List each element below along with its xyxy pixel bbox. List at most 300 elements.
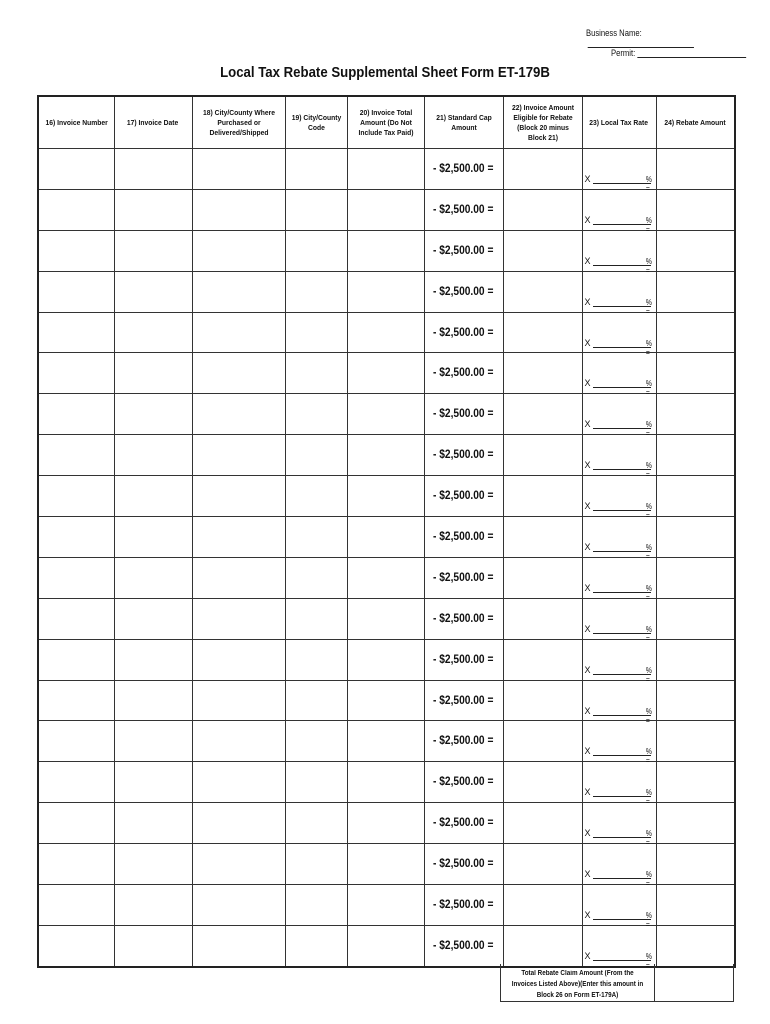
invoice-number-input[interactable] xyxy=(38,394,114,435)
standard-cap-value: - $2,500.00 = xyxy=(432,529,493,544)
city-county-input[interactable] xyxy=(192,885,285,926)
city-county-input[interactable] xyxy=(192,598,285,639)
city-county-input[interactable] xyxy=(192,149,285,190)
city-county-code-input[interactable] xyxy=(285,230,347,271)
multiply-sign: X xyxy=(584,705,591,716)
invoice-date-input[interactable] xyxy=(114,476,192,517)
rebate-amount-input[interactable] xyxy=(656,149,735,190)
eligible-amount-input[interactable] xyxy=(503,803,582,844)
standard-cap-value: - $2,500.00 = xyxy=(432,610,493,625)
city-county-code-input[interactable] xyxy=(285,394,347,435)
local-tax-rate-cell[interactable] xyxy=(582,476,656,521)
invoice-number-input[interactable] xyxy=(38,517,114,558)
invoice-total-input[interactable] xyxy=(347,925,424,966)
standard-cap-cell xyxy=(424,312,503,353)
percent-equals-sign: % = xyxy=(645,706,652,725)
eligible-amount-input[interactable] xyxy=(503,149,582,190)
standard-cap-value: - $2,500.00 = xyxy=(432,161,493,175)
local-tax-rate-cell[interactable] xyxy=(582,517,656,562)
local-tax-rate-cell[interactable] xyxy=(582,844,656,889)
invoice-date-input[interactable] xyxy=(114,353,192,394)
eligible-amount-input[interactable] xyxy=(503,721,582,762)
rebate-amount-input[interactable] xyxy=(656,639,735,680)
percent-equals-sign: % = xyxy=(645,788,652,807)
standard-cap-cell xyxy=(424,189,503,230)
standard-cap-cell xyxy=(424,517,503,558)
multiply-sign: X xyxy=(584,787,591,798)
multiply-sign: X xyxy=(584,869,591,880)
table-row xyxy=(38,844,735,885)
eligible-amount-input[interactable] xyxy=(503,476,582,517)
invoice-date-input[interactable] xyxy=(114,925,192,966)
eligible-amount-input[interactable] xyxy=(503,885,582,926)
percent-equals-sign: % = xyxy=(645,911,652,930)
city-county-code-input[interactable] xyxy=(285,517,347,558)
eligible-amount-input[interactable] xyxy=(503,598,582,639)
eligible-amount-input[interactable] xyxy=(503,230,582,271)
business-name-field[interactable] xyxy=(586,28,742,48)
tax-rate-input-line[interactable] xyxy=(593,224,651,225)
tax-rate-input-line[interactable] xyxy=(593,715,651,716)
permit-input-line[interactable] xyxy=(637,48,746,58)
invoice-date-input[interactable] xyxy=(114,230,192,271)
city-county-input[interactable] xyxy=(192,517,285,558)
multiply-sign: X xyxy=(584,460,591,471)
city-county-input[interactable] xyxy=(192,803,285,844)
tax-rate-input-line[interactable] xyxy=(593,347,651,348)
business-name-input-line[interactable] xyxy=(588,38,694,48)
multiply-sign: X xyxy=(584,337,591,348)
invoice-number-input[interactable] xyxy=(38,476,114,517)
col-header-invoice-total: 20) Invoice Total Amount (Do Not Include Tax Paid) xyxy=(347,96,424,149)
city-county-input[interactable] xyxy=(192,476,285,517)
city-county-input[interactable] xyxy=(192,762,285,803)
city-county-input[interactable] xyxy=(192,312,285,353)
rebate-amount-input[interactable] xyxy=(656,803,735,844)
percent-equals-sign: % = xyxy=(645,829,652,848)
eligible-amount-input[interactable] xyxy=(503,271,582,312)
standard-cap-value: - $2,500.00 = xyxy=(432,324,493,339)
table-header-row xyxy=(38,96,735,149)
invoice-date-input[interactable] xyxy=(114,435,192,476)
rebate-amount-input[interactable] xyxy=(656,271,735,312)
invoice-number-input[interactable] xyxy=(38,312,114,353)
tax-rate-input-line[interactable] xyxy=(593,183,651,184)
invoice-total-input[interactable] xyxy=(347,639,424,680)
standard-cap-cell xyxy=(424,925,503,966)
invoice-date-input[interactable] xyxy=(114,762,192,803)
col-header-invoice-date: 17) Invoice Date xyxy=(114,96,192,149)
multiply-sign: X xyxy=(584,664,591,675)
table-row xyxy=(38,885,735,926)
table-row xyxy=(38,803,735,844)
invoice-total-input[interactable] xyxy=(347,844,424,885)
invoice-total-input[interactable] xyxy=(347,762,424,803)
percent-equals-sign: % = xyxy=(645,338,652,357)
percent-equals-sign: % = xyxy=(645,951,652,970)
invoice-date-input[interactable] xyxy=(114,639,192,680)
multiply-sign: X xyxy=(584,501,591,512)
standard-cap-value: - $2,500.00 = xyxy=(432,283,493,298)
invoice-date-input[interactable] xyxy=(114,189,192,230)
invoice-number-input[interactable] xyxy=(38,230,114,271)
multiply-sign: X xyxy=(584,214,591,225)
tax-rate-input-line[interactable] xyxy=(593,469,651,470)
standard-cap-cell xyxy=(424,598,503,639)
city-county-code-input[interactable] xyxy=(285,476,347,517)
eligible-amount-input[interactable] xyxy=(503,189,582,230)
table-row xyxy=(38,557,735,598)
table-row xyxy=(38,925,735,966)
percent-equals-sign: % = xyxy=(645,379,652,398)
city-county-code-input[interactable] xyxy=(285,189,347,230)
table-row xyxy=(38,476,735,517)
local-tax-rate-cell[interactable] xyxy=(582,312,656,357)
invoice-number-input[interactable] xyxy=(38,639,114,680)
city-county-code-input[interactable] xyxy=(285,271,347,312)
invoice-number-input[interactable] xyxy=(38,557,114,598)
table-row xyxy=(38,312,735,353)
invoice-date-input[interactable] xyxy=(114,844,192,885)
standard-cap-cell xyxy=(424,149,503,190)
eligible-amount-input[interactable] xyxy=(503,557,582,598)
multiply-sign: X xyxy=(584,378,591,389)
rebate-amount-input[interactable] xyxy=(656,557,735,598)
standard-cap-value: - $2,500.00 = xyxy=(432,815,493,830)
standard-cap-cell xyxy=(424,271,503,312)
eligible-amount-input[interactable] xyxy=(503,394,582,435)
standard-cap-value: - $2,500.00 = xyxy=(432,488,493,503)
invoice-number-input[interactable] xyxy=(38,353,114,394)
standard-cap-value: - $2,500.00 = xyxy=(432,447,493,462)
percent-equals-sign: % = xyxy=(645,502,652,521)
invoice-number-input[interactable] xyxy=(38,149,114,190)
multiply-sign: X xyxy=(584,950,591,961)
standard-cap-value: - $2,500.00 = xyxy=(432,242,493,257)
local-tax-rate-cell[interactable] xyxy=(582,149,656,193)
table-row xyxy=(38,680,735,721)
tax-rate-input-line[interactable] xyxy=(593,265,651,266)
invoice-date-input[interactable] xyxy=(114,557,192,598)
city-county-code-input[interactable] xyxy=(285,680,347,721)
tax-rate-input-line[interactable] xyxy=(593,510,651,511)
col-header-rebate-amount: 24) Rebate Amount xyxy=(656,96,735,149)
city-county-code-input[interactable] xyxy=(285,312,347,353)
city-county-input[interactable] xyxy=(192,844,285,885)
table-row xyxy=(38,435,735,476)
permit-label: Permit: xyxy=(611,48,636,58)
city-county-code-input[interactable] xyxy=(285,149,347,190)
multiply-sign: X xyxy=(584,419,591,430)
city-county-code-input[interactable] xyxy=(285,721,347,762)
table-row xyxy=(38,230,735,271)
rebate-amount-input[interactable] xyxy=(656,476,735,517)
local-tax-rate-cell[interactable] xyxy=(582,885,656,930)
invoice-date-input[interactable] xyxy=(114,271,192,312)
standard-cap-value: - $2,500.00 = xyxy=(432,201,493,216)
col-header-standard-cap: 21) Standard Cap Amount xyxy=(424,96,503,149)
city-county-code-input[interactable] xyxy=(285,925,347,966)
invoice-total-input[interactable] xyxy=(347,271,424,312)
local-tax-rate-cell[interactable] xyxy=(582,557,656,602)
city-county-input[interactable] xyxy=(192,394,285,435)
standard-cap-cell xyxy=(424,721,503,762)
percent-equals-sign: % = xyxy=(645,624,652,643)
city-county-code-input[interactable] xyxy=(285,885,347,926)
local-tax-rate-cell[interactable] xyxy=(582,762,656,807)
tax-rate-input-line[interactable] xyxy=(593,306,651,307)
invoice-date-input[interactable] xyxy=(114,721,192,762)
col-header-invoice-number: 16) Invoice Number xyxy=(38,96,114,149)
multiply-sign: X xyxy=(584,174,591,184)
standard-cap-cell xyxy=(424,435,503,476)
standard-cap-value: - $2,500.00 = xyxy=(432,692,493,707)
eligible-amount-input[interactable] xyxy=(503,517,582,558)
invoice-number-input[interactable] xyxy=(38,762,114,803)
standard-cap-cell xyxy=(424,394,503,435)
rebate-amount-input[interactable] xyxy=(656,844,735,885)
city-county-input[interactable] xyxy=(192,189,285,230)
invoice-date-input[interactable] xyxy=(114,680,192,721)
city-county-input[interactable] xyxy=(192,557,285,598)
business-name-label: Business Name: xyxy=(586,28,642,38)
col-header-local-tax-rate: 23) Local Tax Rate xyxy=(582,96,656,149)
invoice-total-input[interactable] xyxy=(347,598,424,639)
table-row xyxy=(38,189,735,230)
invoice-total-input[interactable] xyxy=(347,149,424,190)
invoice-number-input[interactable] xyxy=(38,680,114,721)
tax-rate-input-line[interactable] xyxy=(593,837,651,838)
multiply-sign: X xyxy=(584,255,591,266)
invoice-number-input[interactable] xyxy=(38,721,114,762)
standard-cap-cell xyxy=(424,353,503,394)
invoice-number-input[interactable] xyxy=(38,271,114,312)
eligible-amount-input[interactable] xyxy=(503,762,582,803)
invoice-table xyxy=(37,95,734,970)
city-county-code-input[interactable] xyxy=(285,435,347,476)
city-county-code-input[interactable] xyxy=(285,803,347,844)
percent-equals-sign: % = xyxy=(645,420,652,439)
standard-cap-value: - $2,500.00 = xyxy=(432,651,493,666)
city-county-code-input[interactable] xyxy=(285,639,347,680)
eligible-amount-input[interactable] xyxy=(503,435,582,476)
city-county-input[interactable] xyxy=(192,680,285,721)
invoice-number-input[interactable] xyxy=(38,189,114,230)
multiply-sign: X xyxy=(584,910,591,921)
invoice-number-input[interactable] xyxy=(38,803,114,844)
rebate-amount-input[interactable] xyxy=(656,394,735,435)
multiply-sign: X xyxy=(584,828,591,839)
invoice-total-input[interactable] xyxy=(347,517,424,558)
form-title: Local Tax Rebate Supplemental Sheet Form ET-179B xyxy=(220,64,550,81)
local-tax-rate-cell[interactable] xyxy=(582,803,656,848)
rebate-amount-input[interactable] xyxy=(656,435,735,476)
invoice-total-input[interactable] xyxy=(347,189,424,230)
rebate-amount-input[interactable] xyxy=(656,598,735,639)
invoice-date-input[interactable] xyxy=(114,803,192,844)
standard-cap-cell xyxy=(424,803,503,844)
standard-cap-cell xyxy=(424,885,503,926)
standard-cap-value: - $2,500.00 = xyxy=(432,937,493,952)
city-county-code-input[interactable] xyxy=(285,844,347,885)
city-county-input[interactable] xyxy=(192,271,285,312)
percent-equals-sign: % = xyxy=(645,543,652,562)
city-county-input[interactable] xyxy=(192,639,285,680)
local-tax-rate-cell[interactable] xyxy=(582,353,656,398)
rebate-amount-input[interactable] xyxy=(656,925,735,966)
city-county-input[interactable] xyxy=(192,353,285,394)
invoice-total-input[interactable] xyxy=(347,680,424,721)
tax-rate-input-line[interactable] xyxy=(593,428,651,429)
table-row xyxy=(38,762,735,803)
standard-cap-cell xyxy=(424,476,503,517)
rebate-amount-input[interactable] xyxy=(656,312,735,353)
invoice-total-input[interactable] xyxy=(347,394,424,435)
local-tax-rate-cell[interactable] xyxy=(582,435,656,480)
invoice-number-input[interactable] xyxy=(38,925,114,966)
tax-rate-input-line[interactable] xyxy=(593,592,651,593)
tax-rate-input-line[interactable] xyxy=(593,551,651,552)
local-tax-rate-cell[interactable] xyxy=(582,925,656,970)
eligible-amount-input[interactable] xyxy=(503,312,582,353)
multiply-sign: X xyxy=(584,746,591,757)
percent-equals-sign: % = xyxy=(645,665,652,684)
tax-rate-input-line[interactable] xyxy=(593,755,651,756)
tax-rate-input-line[interactable] xyxy=(593,919,651,920)
city-county-code-input[interactable] xyxy=(285,762,347,803)
eligible-amount-input[interactable] xyxy=(503,844,582,885)
rebate-amount-input[interactable] xyxy=(656,885,735,926)
standard-cap-cell xyxy=(424,762,503,803)
standard-cap-value: - $2,500.00 = xyxy=(432,733,493,748)
standard-cap-value: - $2,500.00 = xyxy=(432,856,493,871)
invoice-date-input[interactable] xyxy=(114,598,192,639)
tax-rate-input-line[interactable] xyxy=(593,387,651,388)
local-tax-rate-cell[interactable] xyxy=(582,598,656,643)
invoice-total-input[interactable] xyxy=(347,885,424,926)
permit-field[interactable] xyxy=(611,48,746,58)
invoice-total-input[interactable] xyxy=(347,476,424,517)
invoice-number-input[interactable] xyxy=(38,844,114,885)
standard-cap-cell xyxy=(424,680,503,721)
local-tax-rate-cell[interactable] xyxy=(582,271,656,316)
city-county-input[interactable] xyxy=(192,435,285,476)
invoice-total-input[interactable] xyxy=(347,803,424,844)
invoice-date-input[interactable] xyxy=(114,885,192,926)
local-tax-rate-cell[interactable] xyxy=(582,189,656,234)
invoice-date-input[interactable] xyxy=(114,312,192,353)
local-tax-rate-cell[interactable] xyxy=(582,230,656,275)
standard-cap-value: - $2,500.00 = xyxy=(432,774,493,789)
table-row xyxy=(38,598,735,639)
local-tax-rate-cell[interactable] xyxy=(582,394,656,439)
table-row xyxy=(38,721,735,762)
percent-equals-sign: % = xyxy=(645,297,652,316)
tax-rate-input-line[interactable] xyxy=(593,796,651,797)
invoice-date-input[interactable] xyxy=(114,517,192,558)
invoice-total-input[interactable] xyxy=(347,435,424,476)
rebate-amount-input[interactable] xyxy=(656,762,735,803)
invoice-total-input[interactable] xyxy=(347,557,424,598)
standard-cap-cell xyxy=(424,639,503,680)
rebate-amount-input[interactable] xyxy=(656,517,735,558)
percent-equals-sign: % = xyxy=(645,583,652,602)
percent-equals-sign: % = xyxy=(645,747,652,766)
local-tax-rate-cell[interactable] xyxy=(582,639,656,684)
standard-cap-value: - $2,500.00 = xyxy=(432,365,493,380)
col-header-city-county-code: 19) City/County Code xyxy=(285,96,347,149)
multiply-sign: X xyxy=(584,296,591,307)
tax-rate-input-line[interactable] xyxy=(593,633,651,634)
standard-cap-cell xyxy=(424,844,503,885)
standard-cap-value: - $2,500.00 = xyxy=(432,406,493,421)
rebate-amount-input[interactable] xyxy=(656,189,735,230)
tax-rate-input-line[interactable] xyxy=(593,960,651,961)
rebate-amount-input[interactable] xyxy=(656,353,735,394)
invoice-date-input[interactable] xyxy=(114,394,192,435)
standard-cap-cell xyxy=(424,230,503,271)
city-county-input[interactable] xyxy=(192,721,285,762)
multiply-sign: X xyxy=(584,623,591,634)
tax-rate-input-line[interactable] xyxy=(593,674,651,675)
rebate-amount-input[interactable] xyxy=(656,230,735,271)
local-tax-rate-cell[interactable] xyxy=(582,721,656,766)
table-row xyxy=(38,149,735,190)
invoice-total-input[interactable] xyxy=(347,721,424,762)
city-county-input[interactable] xyxy=(192,230,285,271)
invoice-number-input[interactable] xyxy=(38,435,114,476)
multiply-sign: X xyxy=(584,542,591,553)
multiply-sign: X xyxy=(584,582,591,593)
percent-equals-sign: % = xyxy=(645,175,652,193)
invoice-total-input[interactable] xyxy=(347,230,424,271)
eligible-amount-input[interactable] xyxy=(503,639,582,680)
invoice-number-input[interactable] xyxy=(38,598,114,639)
total-rebate-label-box: Total Rebate Claim Amount (From the Invoices Listed Above)(Enter this amount in Block 26 on Form ET-179A) xyxy=(500,964,655,1002)
col-header-city-county: 18) City/County Where Purchased or Delivered/Shipped xyxy=(192,96,285,149)
invoice-total-input[interactable] xyxy=(347,353,424,394)
city-county-code-input[interactable] xyxy=(285,353,347,394)
eligible-amount-input[interactable] xyxy=(503,925,582,966)
rebate-amount-input[interactable] xyxy=(656,721,735,762)
col-header-eligible-amount: 22) Invoice Amount Eligible for Rebate (Block 20 minus Block 21) xyxy=(503,96,582,149)
table-row xyxy=(38,639,735,680)
invoice-number-input[interactable] xyxy=(38,885,114,926)
standard-cap-cell xyxy=(424,557,503,598)
percent-equals-sign: % = xyxy=(645,256,652,275)
invoice-date-input[interactable] xyxy=(114,149,192,190)
eligible-amount-input[interactable] xyxy=(503,353,582,394)
percent-equals-sign: % = xyxy=(645,461,652,480)
percent-equals-sign: % = xyxy=(645,870,652,889)
standard-cap-value: - $2,500.00 = xyxy=(432,569,493,584)
city-county-code-input[interactable] xyxy=(285,598,347,639)
total-rebate-amount-input[interactable] xyxy=(655,964,734,1002)
local-tax-rate-cell[interactable] xyxy=(582,680,656,725)
table-row xyxy=(38,271,735,312)
city-county-input[interactable] xyxy=(192,925,285,966)
table-row xyxy=(38,394,735,435)
percent-equals-sign: % = xyxy=(645,215,652,234)
rebate-amount-input[interactable] xyxy=(656,680,735,721)
tax-rate-input-line[interactable] xyxy=(593,878,651,879)
invoice-total-input[interactable] xyxy=(347,312,424,353)
table-row xyxy=(38,517,735,558)
standard-cap-value: - $2,500.00 = xyxy=(432,897,493,912)
eligible-amount-input[interactable] xyxy=(503,680,582,721)
city-county-code-input[interactable] xyxy=(285,557,347,598)
table-row xyxy=(38,353,735,394)
